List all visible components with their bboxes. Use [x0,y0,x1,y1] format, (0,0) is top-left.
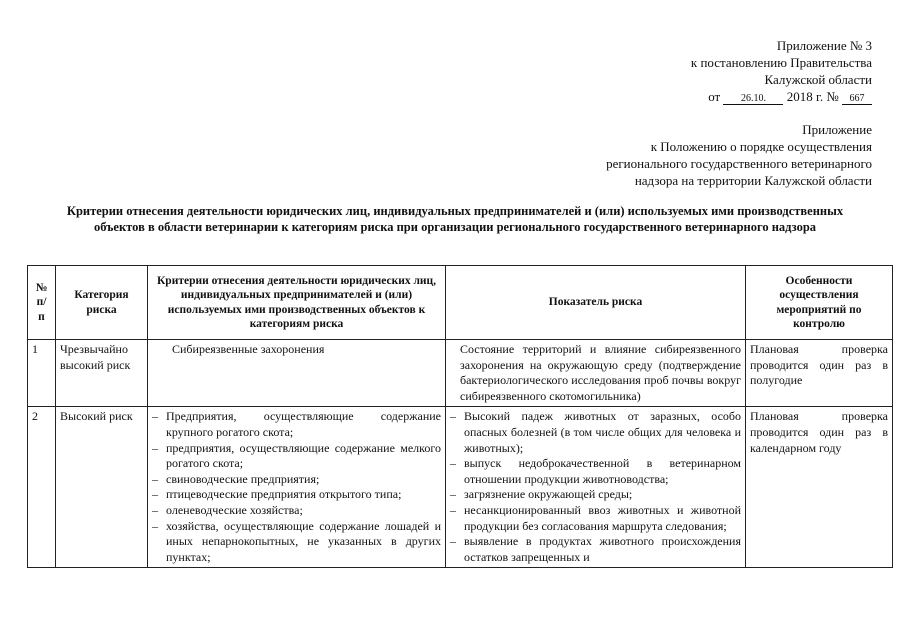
header-category: Категория риска [56,266,148,340]
cell-indicator [446,407,746,568]
cell-criteria [148,407,446,568]
list-item: – несанкционированный ввоз животных и животной продукции без согласования маршрута следования; [450,503,741,534]
appendix2-title: Приложение [802,122,872,137]
date-prefix: от [708,89,721,104]
appendix2-line3: регионального государственного ветеринарного [606,156,872,171]
list-item: – загрязнение окружающей среды; [450,487,741,503]
appendix2-line2: к Положению о порядке осуществления [650,139,872,154]
list-item: – птицеводческие предприятия открытого типа; [152,487,441,503]
cell-control: Плановая проверка проводится один раз в полугодие [746,340,893,407]
header-criteria: Критерии отнесения деятельности юридических лиц, индивидуальных предпринимателей и (или) используемых ими производственных объектов к категориям риска [148,266,446,340]
cell-num: 1 [28,340,56,407]
year-text: 2018 г. № [786,89,839,104]
appendix-date-line [708,89,872,105]
header-num: № п/п [28,266,56,340]
document-number: 667 [842,94,872,105]
table-row [28,407,893,568]
header-control: Особенности осуществления мероприятий по контролю [746,266,893,340]
cell-control: Плановая проверка проводится один раз в календарном году [746,407,893,568]
list-item: – выпуск недоброкачественной в ветеринарном отношении продукции животноводства; [450,456,741,487]
date-value: 26.10. [723,94,783,105]
list-item: – свиноводческие предприятия; [152,472,441,488]
appendix-resolution: к постановлению Правительства [690,55,872,70]
cell-num: 2 [28,407,56,568]
indicator-list [450,409,741,565]
list-item: – оленеводческие хозяйства; [152,503,441,519]
table-row [28,340,893,407]
list-item: – Предприятия, осуществляющие содержание крупного рогатого скота; [152,409,441,440]
risk-criteria-table [27,265,893,568]
criteria-list [152,409,441,565]
list-item: – выявление в продуктах животного происхождения остатков запрещенных и [450,534,741,565]
appendix-region: Калужской области [764,72,872,87]
cell-category: Высокий риск [56,407,148,568]
document-title: Критерии отнесения деятельности юридических лиц, индивидуальных предпринимателей и (или) используемых ими производственных объектов в области ветеринарии к категориям риска при организации регионального государственного ветеринарного надзора [66,204,844,234]
list-item: – Высокий падеж животных от заразных, особо опасных болезней (в том числе общих для человека и животных); [450,409,741,456]
list-item: – хозяйства, осуществляющие содержание лошадей и иных непарнокопытных, не указанных в других пунктах; [152,519,441,566]
header-indicator: Показатель риска [446,266,746,340]
appendix-number: Приложение № 3 [776,38,872,53]
cell-criteria: Сибиреязвенные захоронения [148,340,446,407]
cell-indicator: Состояние территорий и влияние сибиреязвенного захоронения на окружающую среду (подтверждение бактериологического исследования проб почвы вокруг сибиреязвенного скотомогильника) [446,340,746,407]
list-item: – предприятия, осуществляющие содержание мелкого рогатого скота; [152,441,441,472]
cell-category: Чрезвычайно высокий риск [56,340,148,407]
table-header-row [28,266,893,340]
appendix2-line4: надзора на территории Калужской области [634,173,872,188]
